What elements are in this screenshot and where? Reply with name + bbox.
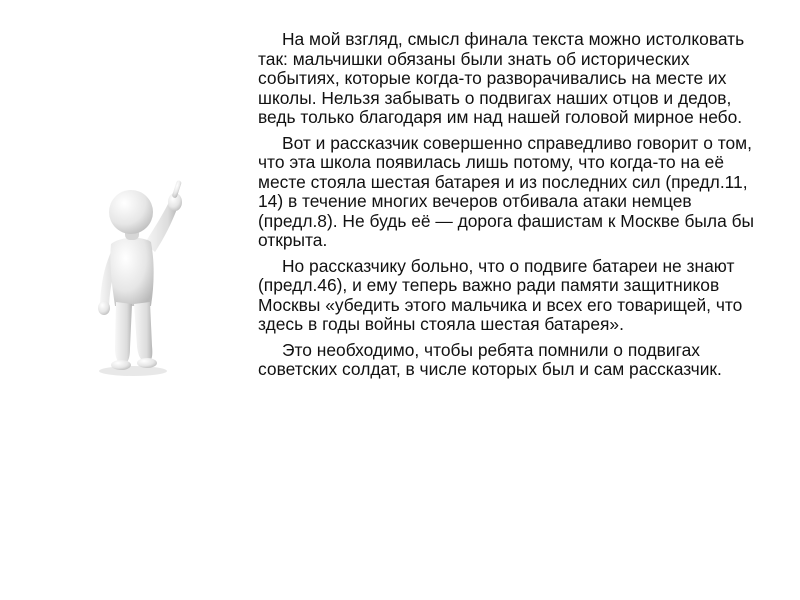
paragraph-1: На мой взгляд, смысл финала текста можно истолковать так: мальчишки обязаны были знать об исторических событиях, которые когда-то разворачивались на месте их школы. Нельзя забывать о подвигах наших отцов и дедов, ведь только благодаря им над нашей головой мирное небо. [258,29,745,127]
paragraph-4: Это необходимо, чтобы ребята помнили о подвигах советских солдат, в числе которых был и сам рассказчик. [258,339,722,379]
text-block [258,30,758,380]
paragraph-2: Вот и рассказчик совершенно справедливо говорит о том, что эта школа появилась лишь потому, что когда-то на её месте стояла шестая батарея и из последних сил (предл.11, 14) в течение многих вечеров отбивала атаки немцев (предл.8). Не будь её — дорога фашистам к Москве была бы открыта. [258,132,755,250]
pointing-figure-icon [85,178,215,378]
paragraph-3: Но рассказчику больно, что о подвиге батареи не знают (предл.46), и ему теперь важно ради памяти защитников Москвы «убедить этого мальчика и всех его товарищей, что здесь в годы войны стояла шестая батарея». [258,255,743,334]
